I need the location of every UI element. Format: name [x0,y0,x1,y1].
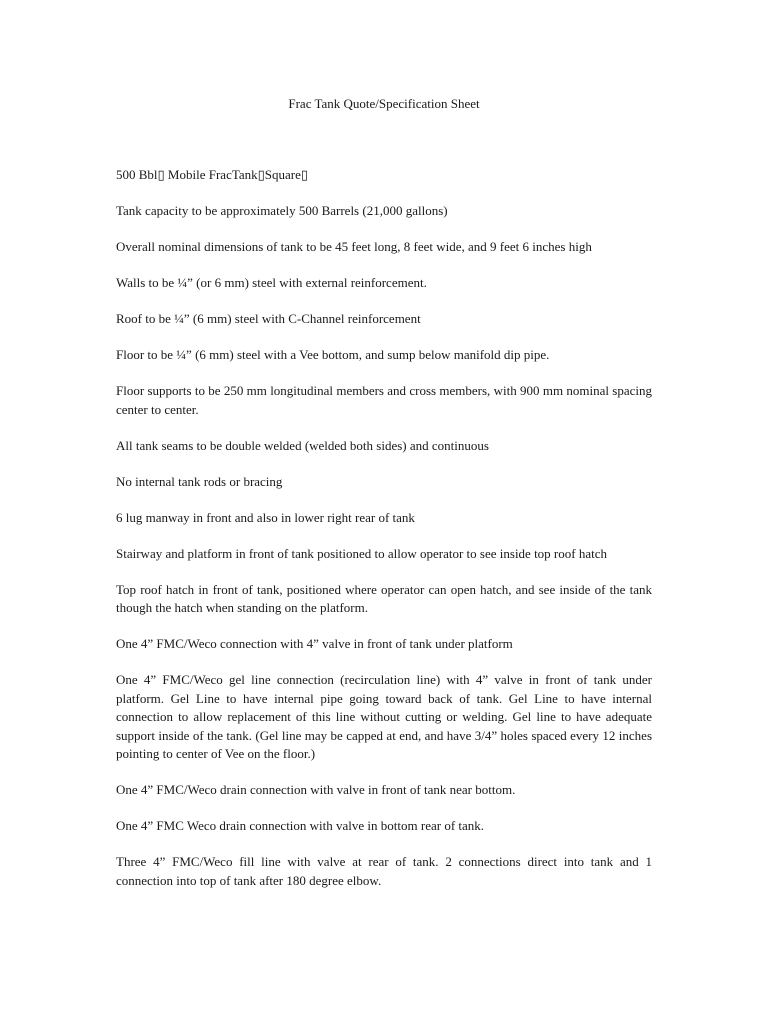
spec-paragraph-floor: Floor to be ¼” (6 mm) steel with a Vee bottom, and sump below manifold dip pipe. [116,347,550,362]
spec-paragraph-seams: All tank seams to be double welded (welded both sides) and continuous [116,437,489,453]
spec-paragraph-bracing: No internal tank rods or bracing [116,473,283,489]
spec-paragraph-capacity: Tank capacity to be approximately 500 Barrels (21,000 gallons) [116,203,448,218]
spec-paragraph-tank-type: 500 Bbl▯ Mobile FracTank▯Square▯ [116,167,309,182]
document-title: Frac Tank Quote/Specification Sheet [288,96,480,111]
spec-paragraph-stairway: Stairway and platform in front of tank positioned to allow operator to see inside top roof hatch [116,545,607,561]
spec-paragraph-manway: 6 lug manway in front and also in lower right rear of tank [116,509,415,525]
spec-paragraph-floor-supports: Floor supports to be 250 mm longitudinal members and cross members, with 900 mm nominal spacing center to center. [116,383,652,417]
document-body [116,166,652,908]
spec-paragraph-walls: Walls to be ¼” (or 6 mm) steel with external reinforcement. [116,275,427,290]
spec-paragraph-dimensions: Overall nominal dimensions of tank to be 45 feet long, 8 feet wide, and 9 feet 6 inches high [116,239,592,254]
spec-paragraph-fill-line: Three 4” FMC/Weco fill line with valve at rear of tank. 2 connections direct into tank and 1 connection into top of tank after 180 degree elbow. [116,854,652,888]
spec-paragraph-gel-line: One 4” FMC/Weco gel line connection (recirculation line) with 4” valve in front of tank under platform. Gel Line to have internal pipe going toward back of tank. Gel Line to have internal connection to allow replacement of this line without cutting or welding. Gel line to have adequate support inside of the tank. (Gel line may be capped at end, and have 3/4” holes spaced every 12 inches pointing to center of Vee on the floor.) [116,672,652,761]
spec-paragraph-roof: Roof to be ¼” (6 mm) steel with C-Channel reinforcement [116,311,421,326]
spec-paragraph-front-drain: One 4” FMC/Weco drain connection with valve in front of tank near bottom. [116,782,516,797]
spec-paragraph-roof-hatch: Top roof hatch in front of tank, positioned where operator can open hatch, and see inside of the tank though the hatch when standing on the platform. [116,581,652,615]
spec-paragraph-weco-connection: One 4” FMC/Weco connection with 4” valve in front of tank under platform [116,636,513,651]
spec-paragraph-rear-drain: One 4” FMC Weco drain connection with valve in bottom rear of tank. [116,818,485,833]
